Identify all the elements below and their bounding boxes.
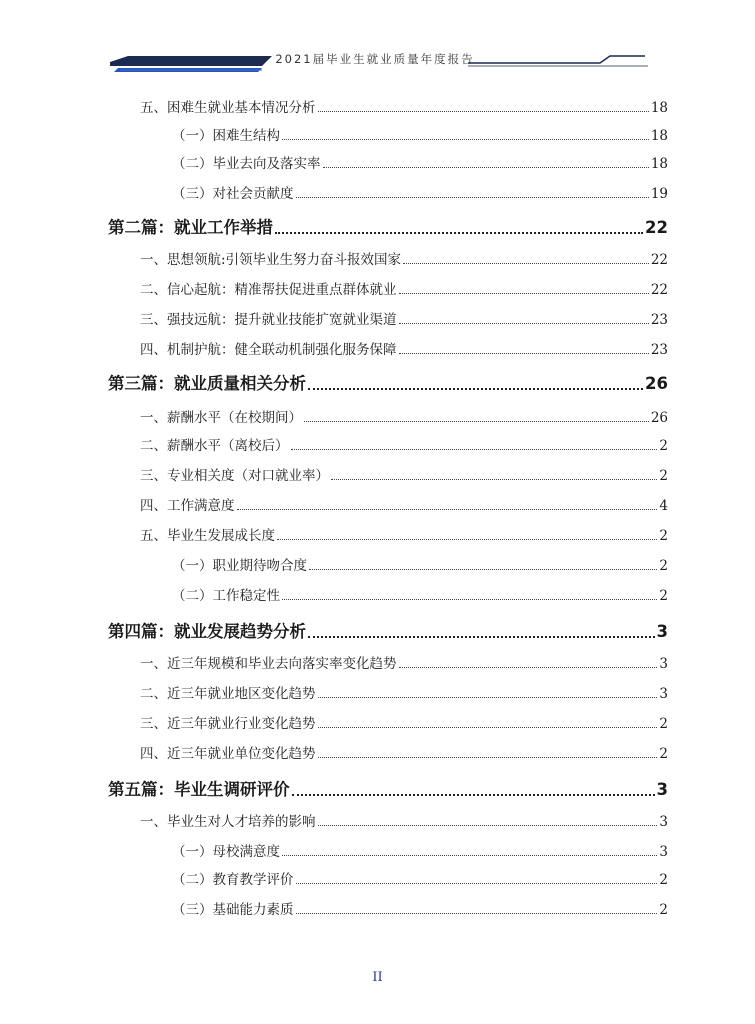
toc-entry-page: 4: [659, 498, 668, 514]
toc-entry-label: （二）毕业去向及落实率: [172, 156, 321, 172]
toc-entry-page: 26: [645, 374, 668, 393]
toc-entry[interactable]: [140, 434, 668, 454]
toc-entry-label: 三、近三年就业行业变化趋势: [140, 716, 316, 732]
toc-leader-dots: [318, 825, 658, 826]
toc-leader-dots: [282, 599, 657, 600]
toc-entry[interactable]: [140, 810, 668, 830]
toc-entry-page: 2: [659, 746, 668, 762]
header-decoration: [0, 0, 755, 80]
page-header: [0, 0, 755, 80]
page-number: II: [372, 970, 383, 985]
toc-entry[interactable]: [172, 898, 668, 918]
toc-leader-dots: [399, 293, 649, 294]
toc-leader-dots: [399, 353, 649, 354]
toc-leader-dots: [237, 509, 658, 510]
toc-entry-page: 3: [659, 686, 668, 702]
toc-entry-label: （一）职业期待吻合度: [172, 558, 307, 574]
toc-entry-page: 2: [659, 438, 668, 454]
toc-entry-page: 3: [656, 622, 668, 641]
toc-leader-dots: [296, 883, 658, 884]
toc-leader-dots: [403, 263, 649, 264]
toc-entry-label: 四、机制护航：健全联动机制强化服务保障: [140, 342, 397, 358]
toc-entry-label: 一、近三年规模和毕业去向落实率变化趋势: [140, 656, 397, 672]
toc-entry[interactable]: [172, 152, 668, 172]
toc-leader-dots: [282, 139, 649, 140]
toc-leader-dots: [308, 636, 655, 638]
toc-entry[interactable]: [140, 464, 668, 484]
toc-entry[interactable]: [140, 494, 668, 514]
toc-entry[interactable]: [140, 652, 668, 672]
toc-entry-page: 2: [659, 468, 668, 484]
toc-entry[interactable]: [140, 308, 668, 328]
toc-leader-dots: [318, 111, 649, 112]
toc-entry[interactable]: [140, 742, 668, 762]
toc-entry-label: 二、薪酬水平（离校后）: [140, 438, 289, 454]
toc-entry-page: 23: [650, 312, 668, 328]
toc-entry[interactable]: [140, 682, 668, 702]
toc-entry-label: 二、信心起航：精准帮扶促进重点群体就业: [140, 282, 397, 298]
toc-entry[interactable]: [108, 370, 668, 394]
toc-entry[interactable]: [140, 338, 668, 358]
toc-entry[interactable]: [140, 712, 668, 732]
toc-entry[interactable]: [140, 406, 668, 426]
toc-entry-page: 2: [659, 588, 668, 604]
toc-entry-label: （二）工作稳定性: [172, 588, 280, 604]
toc-entry-label: 第二篇：就业工作举措: [108, 218, 273, 237]
toc-entry-label: 第四篇：就业发展趋势分析: [108, 622, 306, 641]
toc-entry-page: 2: [659, 872, 668, 888]
toc-leader-dots: [291, 449, 658, 450]
toc-entry-label: 五、毕业生发展成长度: [140, 528, 275, 544]
toc-leader-dots: [318, 757, 658, 758]
toc-entry[interactable]: [140, 96, 668, 116]
toc-entry-label: 三、强技远航：提升就业技能扩宽就业渠道: [140, 312, 397, 328]
toc-entry-label: 第三篇：就业质量相关分析: [108, 374, 306, 393]
toc-entry-label: 三、专业相关度（对口就业率）: [140, 468, 329, 484]
toc-entry[interactable]: [172, 584, 668, 604]
toc-entry-label: （一）母校满意度: [172, 844, 280, 860]
toc-leader-dots: [399, 667, 658, 668]
toc-entry-page: 22: [650, 252, 668, 268]
header-title: 2021届毕业生就业质量年度报告: [275, 52, 475, 66]
toc-entry-page: 26: [650, 410, 668, 426]
toc-leader-dots: [292, 794, 655, 796]
toc-leader-dots: [304, 421, 649, 422]
toc-leader-dots: [309, 569, 657, 570]
toc-entry-label: 四、工作满意度: [140, 498, 235, 514]
toc-entry-page: 3: [659, 844, 668, 860]
toc-entry-label: （三）对社会贡献度: [172, 186, 294, 202]
toc-entry[interactable]: [108, 618, 668, 642]
toc-entry[interactable]: [172, 182, 668, 202]
toc-entry-label: 第五篇：毕业生调研评价: [108, 780, 290, 799]
toc-entry-page: 3: [656, 780, 668, 799]
toc-entry-page: 2: [659, 528, 668, 544]
toc-entry-page: 3: [659, 814, 668, 830]
toc-entry-label: （二）教育教学评价: [172, 872, 294, 888]
toc-entry-page: 2: [659, 558, 668, 574]
toc-entry[interactable]: [172, 840, 668, 860]
toc-entry-label: 一、毕业生对人才培养的影响: [140, 814, 316, 830]
toc-entry-page: 22: [645, 218, 668, 237]
toc-entry[interactable]: [108, 214, 668, 238]
toc-entry-page: 18: [650, 128, 668, 144]
toc-entry-page: 18: [650, 156, 668, 172]
toc-entry[interactable]: [140, 248, 668, 268]
toc-entry-page: 22: [650, 282, 668, 298]
toc-leader-dots: [323, 167, 649, 168]
toc-entry-page: 2: [659, 902, 668, 918]
toc-leader-dots: [277, 539, 657, 540]
toc-leader-dots: [318, 697, 658, 698]
toc-entry-label: 一、思想领航:引领毕业生努力奋斗报效国家: [140, 252, 402, 268]
toc-leader-dots: [399, 323, 649, 324]
toc-entry[interactable]: [172, 554, 668, 574]
toc-entry-label: （一）困难生结构: [172, 128, 280, 144]
toc-entry-page: 23: [650, 342, 668, 358]
toc-entry-page: 19: [650, 186, 668, 202]
toc-leader-dots: [308, 388, 643, 390]
toc-entry-page: 3: [659, 656, 668, 672]
toc-entry[interactable]: [172, 868, 668, 888]
toc-entry[interactable]: [172, 124, 668, 144]
toc-entry[interactable]: [140, 524, 668, 544]
toc-entry-label: 一、薪酬水平（在校期间）: [140, 410, 302, 426]
toc-entry-label: 二、近三年就业地区变化趋势: [140, 686, 316, 702]
toc-leader-dots: [282, 855, 657, 856]
toc-entry[interactable]: [108, 776, 668, 800]
toc-entry-label: 五、困难生就业基本情况分析: [140, 100, 316, 116]
toc-leader-dots: [296, 197, 649, 198]
toc-leader-dots: [331, 479, 657, 480]
toc-leader-dots: [275, 232, 643, 234]
toc-entry-label: （三）基础能力素质: [172, 902, 294, 918]
toc-entry[interactable]: [140, 278, 668, 298]
toc-entry-page: 2: [659, 716, 668, 732]
toc-leader-dots: [296, 913, 658, 914]
toc-entry-label: 四、近三年就业单位变化趋势: [140, 746, 316, 762]
toc-entry-page: 18: [650, 100, 668, 116]
toc-leader-dots: [318, 727, 658, 728]
